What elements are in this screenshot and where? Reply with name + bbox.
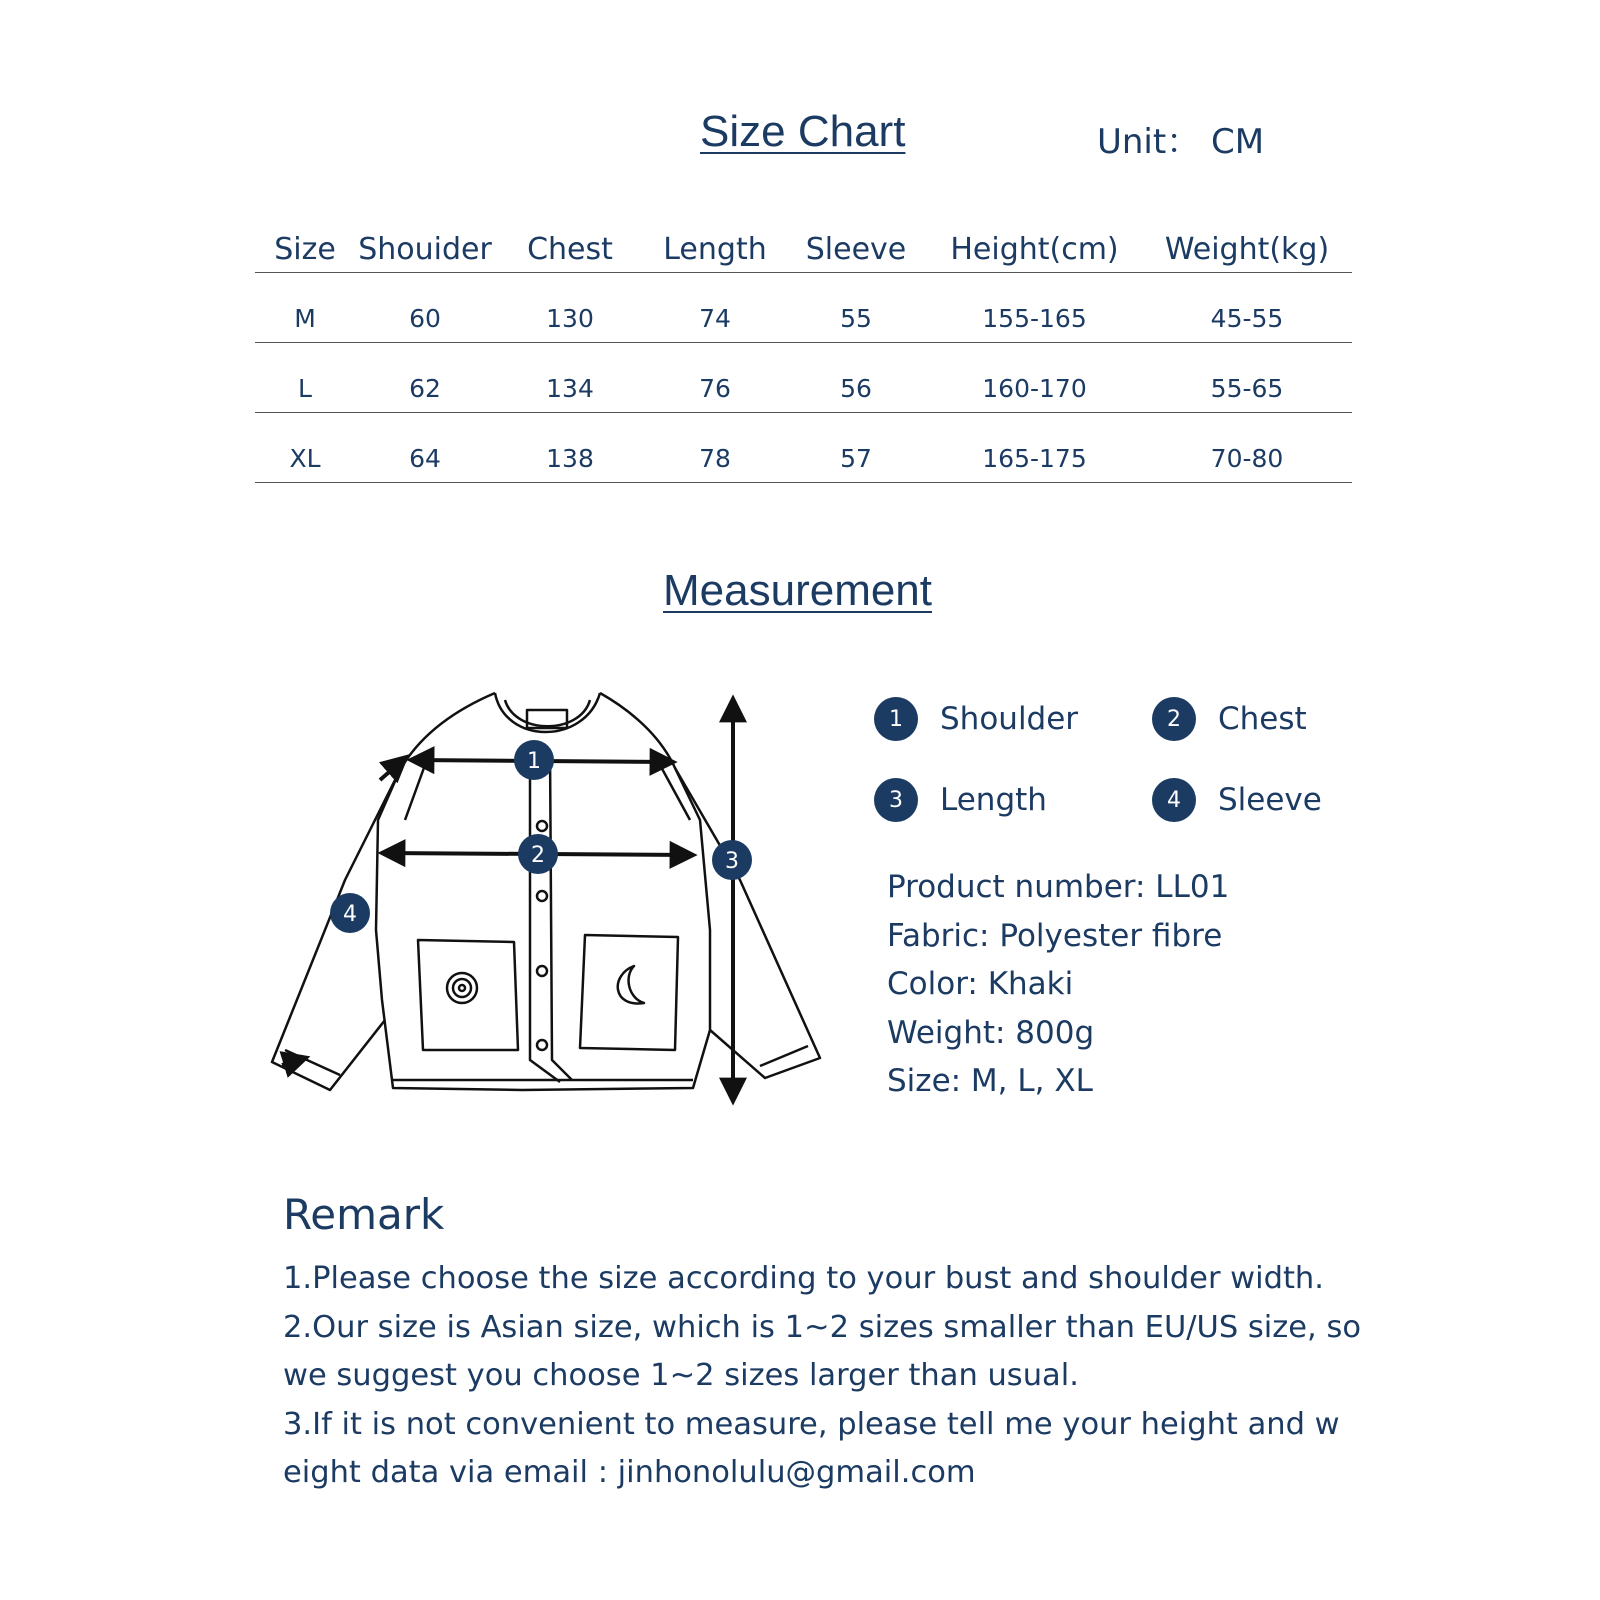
- unit-label: Unit： CM: [1097, 122, 1265, 162]
- svg-text:2: 2: [531, 843, 545, 868]
- table-cell: 62: [409, 374, 441, 403]
- table-cell: 74: [699, 304, 731, 333]
- product-fabric: Fabric: Polyester fibre: [887, 917, 1223, 954]
- table-cell: 160-170: [982, 374, 1087, 403]
- diagram-marker-2: [518, 834, 558, 874]
- header-chest: Chest: [527, 232, 613, 267]
- legend-label: Shoulder: [940, 701, 1079, 737]
- legend-badge-1: 1: [874, 697, 918, 741]
- product-info: [887, 863, 1229, 1106]
- table-cell: 57: [840, 444, 872, 473]
- jacket-diagram: [0, 0, 860, 1130]
- header-height: Height(cm): [950, 232, 1119, 267]
- diagram-marker-4: [330, 893, 370, 933]
- table-cell: 165-175: [982, 444, 1087, 473]
- header-sleeve: Sleeve: [805, 232, 907, 267]
- svg-text:3: 3: [725, 849, 739, 874]
- remark-list: [283, 1255, 1361, 1498]
- header-weight: Weight(kg): [1164, 232, 1330, 267]
- table-cell: 138: [546, 444, 594, 473]
- table-cell: M: [294, 304, 316, 333]
- legend-label: Chest: [1218, 701, 1307, 737]
- legend-chest: [1152, 697, 1307, 741]
- product-weight: Weight: 800g: [887, 1014, 1095, 1051]
- table-cell: 155-165: [982, 304, 1087, 333]
- table-cell: L: [298, 374, 312, 403]
- diagram-marker-1: [514, 740, 554, 780]
- size-chart-title: Size Chart: [700, 107, 906, 156]
- remark-line: eight data via email : jinhonolulu@gmail.com: [283, 1455, 976, 1490]
- table-cell: 76: [699, 374, 731, 403]
- table-cell: 70-80: [1210, 444, 1284, 473]
- table-cell: 78: [699, 444, 731, 473]
- legend-badge-2: 2: [1152, 697, 1196, 741]
- table-cell: 55-65: [1210, 374, 1284, 403]
- remark-line: 1.Please choose the size according to your bust and shoulder width.: [283, 1261, 1324, 1296]
- legend-badge-4: 4: [1152, 778, 1196, 822]
- legend-shoulder: [874, 697, 1078, 741]
- remark-line: 2.Our size is Asian size, which is 1~2 sizes smaller than EU/US size, so: [283, 1309, 1361, 1345]
- header-size: Size: [274, 232, 336, 267]
- legend-length: [874, 778, 1047, 822]
- table-cell: XL: [289, 444, 321, 473]
- table-cell: 60: [409, 304, 441, 333]
- svg-text:4: 4: [343, 902, 357, 927]
- legend-sleeve: [1152, 778, 1322, 822]
- table-cell: 64: [409, 444, 441, 473]
- legend-label: Sleeve: [1218, 782, 1322, 818]
- table-cell: 134: [546, 374, 594, 403]
- table-cell: 56: [840, 374, 872, 403]
- table-cell: 45-55: [1210, 304, 1284, 333]
- product-sizes: Size: M, L, XL: [887, 1063, 1093, 1099]
- remark-title: Remark: [283, 1190, 445, 1239]
- legend-label: Length: [940, 782, 1047, 818]
- product-color: Color: Khaki: [887, 966, 1074, 1002]
- header-shoulder: Shouider: [358, 232, 492, 267]
- measurement-title: Measurement: [663, 566, 933, 615]
- table-cell: 130: [546, 304, 594, 333]
- diagram-marker-3: [712, 840, 752, 880]
- remark-line: we suggest you choose 1~2 sizes larger than usual.: [283, 1358, 1079, 1393]
- product-number: Product number: LL01: [887, 869, 1230, 905]
- legend-badge-3: 3: [874, 778, 918, 822]
- header-length: Length: [663, 232, 767, 267]
- table-cell: 55: [840, 304, 872, 333]
- svg-text:1: 1: [527, 749, 541, 774]
- remark-line: 3.If it is not convenient to measure, please tell me your height and w: [283, 1406, 1340, 1442]
